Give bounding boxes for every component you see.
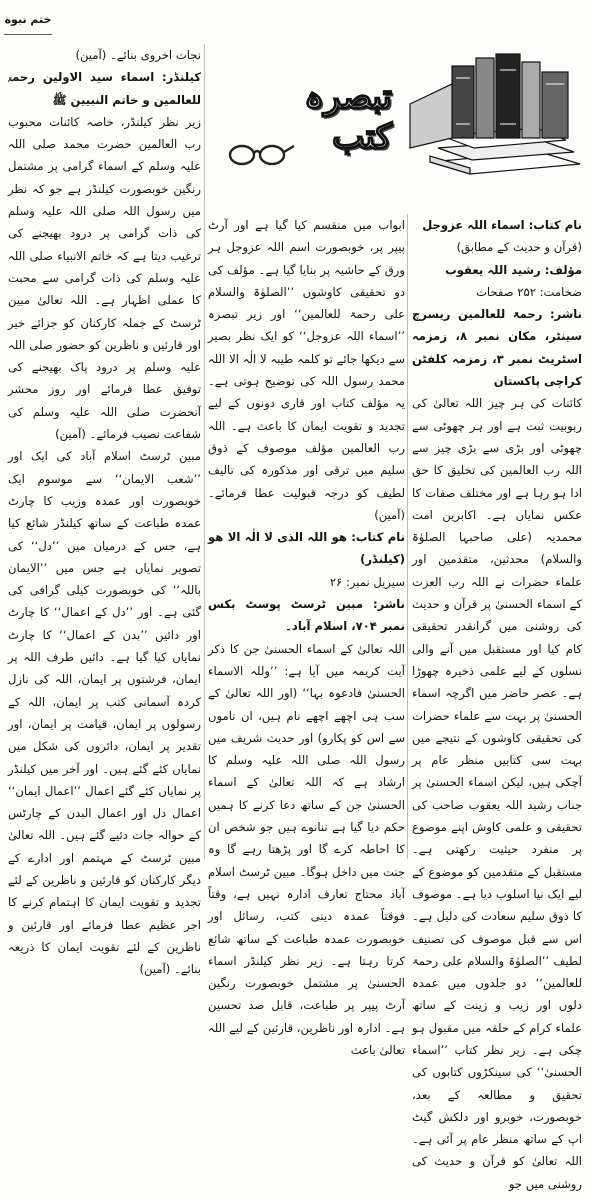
column-divider	[204, 44, 205, 859]
review-body: زیر نظر کیلنڈر، خاصہ کائنات محبوب رب العالمین حضرت محمد صلی اللہ علیہ وسلم کے اسماء گرامی پر مشتمل رنگین خوبصورت کیلنڈر ہے جو کہ نظر میں رسول اللہ صلی اللہ علیہ وسلم کی ذات گرامی پر درود بھیجنے کی ترغیب دیتا ہے کہ خاتم الانبیاء صلی اللہ علیہ وسلم کی ذات گرامی سے محبت کا عملی اظہار ہے۔ اللہ تعالیٰ مبین ٹرسٹ کے جملہ کارکنان کو جزائے خیر اور قارئین و ناظرین کو حضور صلی اللہ علیہ وسلم پر درود پاک بھیجنے کی توفیق عطا فرمائے اور روز محشر آنحضرت صلی اللہ علیہ وسلم کی شفاعت نصیب فرمائے۔ (آمین)	[8, 114, 201, 442]
book-title: کیلنڈر: اسماء سید الاولین رحمۃ للعالمین و خاتم النبیین ﷺ	[8, 70, 201, 107]
review-closing: نجات اخروی بنائے۔ (آمین)	[75, 48, 201, 62]
review-body: ابواب میں منقسم کیا گیا ہے اور آرٹ پیپر پر، خوبصورت اسم اللہ عزوجل ہر ورق کے حاشیہ پر بنایا گیا ہے۔ مؤلف کی دو تحقیقی کاوشوں ’’الصلوٰۃ والسلام علی رحمۃ للعالمین‘‘ اور زیر تبصرہ ’’اسماء اللہ عزوجل‘‘ کو ایک نظر بصیر سے دیکھا جائے تو کلمہ طیبہ لا الٰہ الا اللہ محمد رسول اللہ کی توضیح ہوتی ہے۔ یہ مؤلف کتاب اور قاری دونوں کے لیے تجدید و تقویت ایمان کا باعث ہے۔ اللہ رب العالمین مؤلف موصوف کے ذوق سلیم میں ترقی اور مذکورہ کی تالیف لطیف کو درجہ قبولیت عطا فرمائے۔ (آمین)	[208, 218, 405, 522]
review-column-right	[412, 214, 582, 1195]
magazine-masthead: ختم نبوة	[4, 4, 52, 35]
review-body: اللہ تعالیٰ کے اسماء الحسنیٰ جن کا ذکر آیت کریمہ میں آیا ہے: ’’وللہ الاسماء الحسنیٰ فادعوہ بہا‘‘ (اور اللہ تعالیٰ کے سب ہی اچھے اچھے نام ہیں، ان ناموں سے اس کو پکارو) اور حدیث شریف میں رسول اللہ صلی اللہ علیہ وسلم کا ارشاد ہے کہ اللہ تعالیٰ کے اسماء الحسنیٰ جن کے ساتھ دعا کرنے کا ہمیں حکم دیا گیا ہے ننانوے ہیں جو شخص ان کا احاطہ کرے گا اور پڑھتا رہے گا وہ جنت میں داخل ہوگا۔ مبین ٹرسٹ اسلام آباد محتاج تعارف ادارہ نہیں ہے، وقتاً فوقتاً عمدہ دینی کتب، رسائل اور خوبصورت عمدہ طباعت کے ساتھ شائع کرتا رہتا ہے۔ زیر نظر کیلنڈر اسماء الحسنیٰ پر مشتمل خوبصورت رنگین آرٹ پیپر پر طباعت، قابل صد تحسین ہے۔ ادارہ اور ناظرین، قارئین کے لیے اللہ تعالیٰ باعث	[208, 641, 405, 1057]
section-title	[242, 76, 392, 157]
book-publisher: ناشر: رحمۃ للعالمین ریسرچ سینٹر، مکان نمبر ۸، زمزمہ اسٹریٹ نمبر ۳، زمزمہ کلفٹن کراچی پاکستان	[412, 307, 583, 389]
review-body: کائنات کی ہر چیز اللہ تعالیٰ کی ربوبیت ثبت ہے اور ہر چھوٹی سے چھوٹی اور بڑی سے بڑی چیز سے اللہ رب العالمین کی تخلیق کا حق ادا ہو رہا ہے اور مختلف صفات کا عکس نمایاں ہے۔ اکابرین امت محمدیہ (علی صاحبہا الصلوٰۃ والسلام) محدثین، متقدمین اور علماء حضرات نے اللہ رب العزت کے اسماء الحسنیٰ پر قرآن و حدیث کی روشنی میں گرانقدر تحقیقی کام کیا اور مستقبل میں آنے والی نسلوں کے لیے علمی ذخیرہ چھوڑا ہے۔ عصر حاضر میں اگرچہ اسماء الحسنیٰ پر بہت سے علماء حضرات کی تحقیقی کاوشوں کے نتیجے میں بہت سی کتابیں منظر عام پر آچکی ہیں، لیکن اسماء الحسنیٰ پر جناب رشید اللہ یعقوب صاحب کی تحقیقی و علمی کاوش اپنے موضوع پر منفرد حیثیت رکھتی ہے۔ مستقبل کے متقدمین کو موضوع کے لیے ایک نیا اسلوب دیا ہے۔ موصوف کا ذوق سلیم سعادت کی دلیل ہے۔ اس سے قبل موصوف کی تصنیف لطیف ’’الصلوٰۃ والسلام علی رحمۃ للعالمین‘‘ دو جلدوں میں عمدہ دلوں اور زیب و زینت کے ساتھ علماء کرام کے حلقہ میں مقبول ہو چکی ہے۔ زیر نظر کتاب ’’اسماء الحسنیٰ‘‘ کی سینکڑوں کتابوں کی تحقیق و مطالعہ کے بعد، خوبصورت، خوبرو اور دلکش گیٹ اپ کے ساتھ منظر عام پر آئی ہے۔ اللہ تعالیٰ کو قرآن و حدیث کی روشنی میں جو	[412, 396, 582, 1191]
book-author: مؤلف: رشید اللہ یعقوب	[445, 262, 582, 277]
column-divider	[407, 214, 408, 859]
eyeglasses-icon	[226, 140, 296, 166]
book-title: نام کتاب: اسماء اللہ عزوجل	[422, 218, 582, 232]
review-column-left	[8, 44, 201, 980]
review-column-middle	[208, 214, 405, 1061]
book-title: نام کتاب: ھو اللہ الذی لا الٰہ الا ھو (کیلنڈر)	[208, 530, 405, 567]
book-subtitle: (قرآن و حدیث کے مطابق)	[456, 240, 582, 255]
section-title-text: تبصرہ کتب	[304, 76, 392, 157]
book-pages: ضخامت: ۲۵۲ صفحات	[475, 284, 582, 299]
review-body: مبین ٹرسٹ اسلام آباد کی ایک اور ’’شعب الایمان‘‘ سے موسوم ایک خوبصورت اور عمدہ وزیب کا چارٹ عمدہ طباعت کے ساتھ کیلنڈر شائع کیا ہے، جس کے درمیان میں ’’دل‘‘ کی تصویر نمایاں ہے جس میں ’’الایمان باللہ‘‘ کی خوبصورت کیلی گرافی کی گئی ہے۔ اور ’’دل کے اعمال‘‘ کا چارٹ اور دائیں ’’بدن کے اعمال‘‘ کا چارٹ نمایاں کیا گیا ہے۔ دائیں طرف اللہ پر ایمان، فرشتوں پر ایمان، اللہ کی نازل کردہ آسمانی کتب پر ایمان، اللہ کے رسولوں پر ایمان، قیامت پر ایمان، اور تقدیر پر ایمان، دائروں کی شکل میں نمایاں کئے گئے ہیں۔ اور آخر میں کیلنڈر پر نمایاں کئے گئے اعمال ’’اعمال ایمان‘‘ اعمال دل اور اعمال البدن کے چارٹس کے حوالہ جات دئیے گئے ہیں۔ اللہ تعالیٰ مبین ٹرسٹ کے مہتمم اور ادارے کے دیگر کارکنان کو قارئین و ناظرین کے لئے تجدید و تقویت ایمان کا اہتمام کرنے کا اجر عظیم عطا فرمائے اور قارئین و ناظرین کے لئے تقویت ایمان کا ذریعہ بنائے۔ (آمین)	[8, 449, 201, 977]
book-publisher: ناشر: مبین ٹرسٹ پوسٹ بکس نمبر ۷۰۴، اسلام آباد۔	[208, 597, 405, 634]
books-stack-illustration	[390, 44, 586, 176]
book-serial: سیریل نمبر: ۲۶	[329, 574, 405, 589]
